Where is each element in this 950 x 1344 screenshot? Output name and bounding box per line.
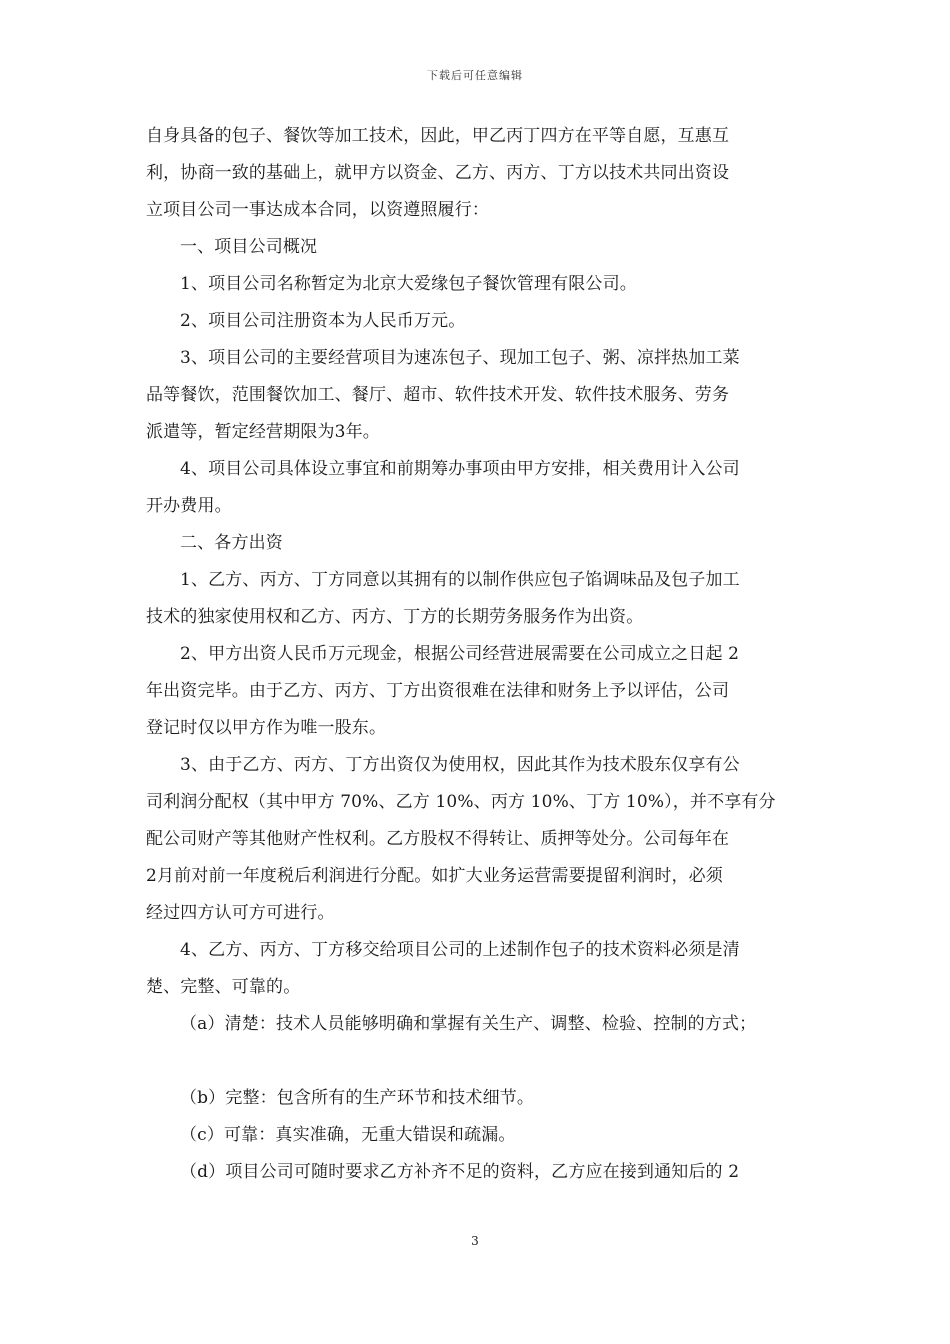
paragraph-line: 4、乙方、丙方、丁方移交给项目公司的上述制作包子的技术资料必须是清 <box>180 940 740 960</box>
page-header: 下载后可任意编辑 <box>427 69 523 82</box>
paragraph-line: 开办费用。 <box>146 496 232 516</box>
paragraph-line: 经过四方认可方可进行。 <box>146 903 335 923</box>
section-heading: 二、各方出资 <box>180 533 283 553</box>
paragraph-line: 登记时仅以甲方作为唯一股东。 <box>146 718 387 738</box>
paragraph-line: 利，协商一致的基础上，就甲方以资金、乙方、丙方、丁方以技术共同出资设 <box>146 163 730 183</box>
paragraph-line: 1、项目公司名称暂定为北京大爱缘包子餐饮管理有限公司。 <box>180 274 637 294</box>
paragraph-line: 3、由于乙方、丙方、丁方出资仅为使用权，因此其作为技术股东仅享有公 <box>180 755 740 775</box>
section-heading: 一、项目公司概况 <box>180 237 318 257</box>
list-item: （b）完整：包含所有的生产环节和技术细节。 <box>180 1088 535 1108</box>
paragraph-line: 2月前对前一年度税后利润进行分配。如扩大业务运营需要提留利润时，必须 <box>146 866 723 886</box>
paragraph-line: 年出资完毕。由于乙方、丙方、丁方出资很难在法律和财务上予以评估，公司 <box>146 681 730 701</box>
paragraph-line: 自身具备的包子、餐饮等加工技术，因此，甲乙丙丁四方在平等自愿，互惠互 <box>146 126 730 146</box>
paragraph-line: 1、乙方、丙方、丁方同意以其拥有的以制作供应包子馅调味品及包子加工 <box>180 570 740 590</box>
list-item: （c）可靠：真实准确，无重大错误和疏漏。 <box>180 1125 516 1145</box>
paragraph-line: 技术的独家使用权和乙方、丙方、丁方的长期劳务服务作为出资。 <box>146 607 644 627</box>
paragraph-line: 派遣等，暂定经营期限为3年。 <box>146 422 380 442</box>
paragraph-line: 配公司财产等其他财产性权利。乙方股权不得转让、质押等处分。公司每年在 <box>146 829 730 849</box>
paragraph-line: 2、项目公司注册资本为人民币万元。 <box>180 311 466 331</box>
paragraph-line: 立项目公司一事达成本合同，以资遵照履行： <box>146 200 489 220</box>
paragraph-line: 司利润分配权（其中甲方 70%、乙方 10%、丙方 10%、丁方 10%），并不享有分 <box>146 792 776 812</box>
paragraph-line: 品等餐饮，范围餐饮加工、餐厅、超市、软件技术开发、软件技术服务、劳务 <box>146 385 730 405</box>
list-item: （d）项目公司可随时要求乙方补齐不足的资料，乙方应在接到通知后的 2 <box>180 1162 740 1182</box>
blank-line <box>146 1043 822 1080</box>
paragraph-line: 4、项目公司具体设立事宜和前期筹办事项由甲方安排，相关费用计入公司 <box>180 459 740 479</box>
list-item: （a）清楚：技术人员能够明确和掌握有关生产、调整、检验、控制的方式； <box>180 1014 757 1034</box>
paragraph-line: 楚、完整、可靠的。 <box>146 977 301 997</box>
page-number: 3 <box>471 1234 479 1248</box>
document-body <box>146 118 822 1191</box>
paragraph-line: 2、甲方出资人民币万元现金，根据公司经营进展需要在公司成立之日起 2 <box>180 644 740 664</box>
paragraph-line: 3、项目公司的主要经营项目为速冻包子、现加工包子、粥、凉拌热加工菜 <box>180 348 740 368</box>
